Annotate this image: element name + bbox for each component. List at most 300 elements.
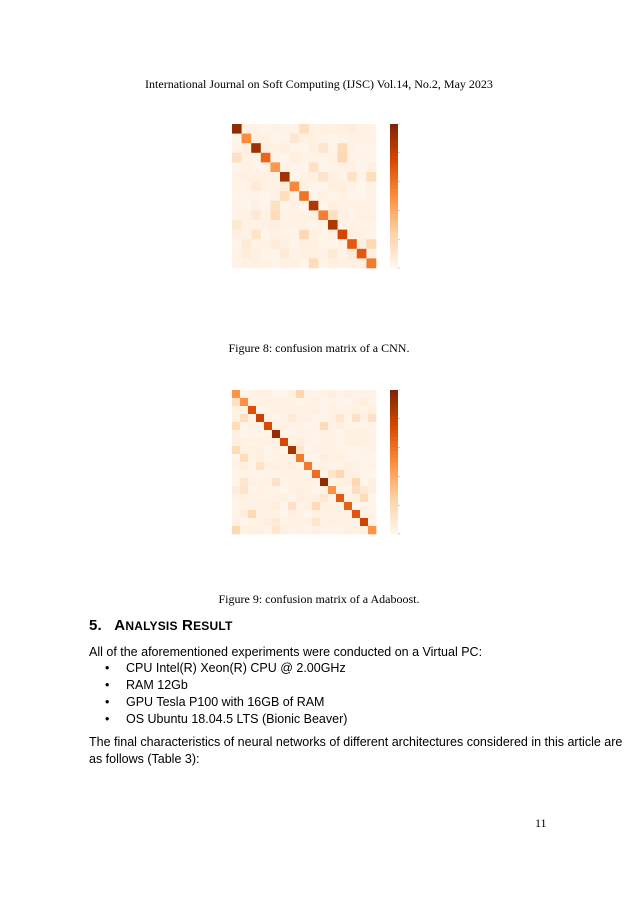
matrix-cell <box>272 398 280 406</box>
matrix-cell <box>347 210 357 220</box>
matrix-cell <box>232 390 240 398</box>
matrix-cell <box>336 486 344 494</box>
matrix-cell <box>318 182 328 192</box>
colorbar-segment <box>390 430 398 434</box>
matrix-cell <box>344 494 352 502</box>
figure-8-caption: Figure 8: confusion matrix of a CNN. <box>228 341 410 355</box>
matrix-cell <box>288 526 296 534</box>
matrix-cell <box>312 462 320 470</box>
matrix-cell <box>328 518 336 526</box>
matrix-cell <box>270 172 280 182</box>
matrix-cell <box>338 201 348 211</box>
matrix-cell <box>352 478 360 486</box>
matrix-cell <box>256 430 264 438</box>
matrix-cell <box>360 486 368 494</box>
colorbar-segment <box>390 502 398 506</box>
matrix-cell <box>312 430 320 438</box>
matrix-cell <box>357 201 367 211</box>
matrix-cell <box>312 406 320 414</box>
matrix-cell <box>366 134 376 144</box>
matrix-cell <box>296 502 304 510</box>
colorbar-segment <box>390 203 398 207</box>
matrix-cell <box>280 201 290 211</box>
matrix-cell <box>304 486 312 494</box>
matrix-cell <box>304 406 312 414</box>
matrix-cell <box>336 510 344 518</box>
matrix-cell <box>304 510 312 518</box>
matrix-cell <box>304 414 312 422</box>
matrix-cell <box>290 201 300 211</box>
matrix-cell <box>299 239 309 249</box>
matrix-cell <box>366 239 376 249</box>
matrix-cell <box>272 502 280 510</box>
matrix-cell <box>251 239 261 249</box>
matrix-cell <box>248 446 256 454</box>
matrix-cell <box>366 220 376 230</box>
matrix-cell <box>248 510 256 518</box>
colorbar-segment <box>390 257 398 261</box>
matrix-cell <box>344 526 352 534</box>
matrix-cell <box>347 143 357 153</box>
matrix-cell <box>352 398 360 406</box>
matrix-cell <box>304 398 312 406</box>
matrix-cell <box>248 502 256 510</box>
matrix-cell <box>320 486 328 494</box>
colorbar-segment <box>390 437 398 441</box>
matrix-cell <box>328 143 338 153</box>
matrix-cell <box>242 201 252 211</box>
matrix-cell <box>318 230 328 240</box>
matrix-cell <box>357 134 367 144</box>
matrix-cell <box>328 502 336 510</box>
matrix-cell <box>288 462 296 470</box>
matrix-cell <box>360 390 368 398</box>
matrix-cell <box>280 220 290 230</box>
matrix-cell <box>357 230 367 240</box>
colorbar-segment <box>390 397 398 401</box>
matrix-cell <box>240 398 248 406</box>
matrix-cell <box>320 446 328 454</box>
matrix-cell <box>261 182 271 192</box>
matrix-cell <box>338 258 348 268</box>
matrix-cell <box>296 446 304 454</box>
section-heading <box>89 617 233 634</box>
list-item-text: GPU Tesla P100 with 16GB of RAM <box>126 695 325 709</box>
matrix-cell <box>272 518 280 526</box>
matrix-cell <box>328 398 336 406</box>
colorbar-segment <box>390 487 398 491</box>
matrix-cell <box>256 462 264 470</box>
colorbar-segment <box>390 484 398 488</box>
matrix-cell <box>328 478 336 486</box>
colorbar-segment <box>390 494 398 498</box>
matrix-cell <box>280 172 290 182</box>
matrix-cell <box>368 470 376 478</box>
matrix-cell <box>347 162 357 172</box>
colorbar-segment <box>390 426 398 430</box>
colorbar-segment <box>390 530 398 534</box>
matrix-cell <box>288 502 296 510</box>
matrix-cell <box>251 124 261 134</box>
matrix-cell <box>251 134 261 144</box>
matrix-cell <box>368 518 376 526</box>
matrix-cell <box>312 470 320 478</box>
matrix-cell <box>256 398 264 406</box>
closing-paragraph-line1: The final characteristics of neural networks of different architectures considered in this article are <box>89 735 623 749</box>
colorbar-segment <box>390 520 398 524</box>
matrix-cell <box>338 143 348 153</box>
matrix-cell <box>304 518 312 526</box>
colorbar-segment <box>390 394 398 398</box>
matrix-cell <box>240 454 248 462</box>
matrix-cell <box>357 258 367 268</box>
matrix-cell <box>352 502 360 510</box>
matrix-cell <box>232 201 242 211</box>
colorbar-segment <box>390 480 398 484</box>
matrix-cell <box>256 510 264 518</box>
matrix-cell <box>366 182 376 192</box>
matrix-cell <box>251 191 261 201</box>
matrix-cell <box>344 438 352 446</box>
matrix-cell <box>296 390 304 398</box>
matrix-cell <box>352 446 360 454</box>
colorbar-segment <box>390 182 398 186</box>
matrix-cell <box>272 390 280 398</box>
colorbar-segment <box>390 415 398 419</box>
matrix-cell <box>288 454 296 462</box>
matrix-cell <box>261 258 271 268</box>
matrix-cell <box>264 446 272 454</box>
matrix-cell <box>280 249 290 259</box>
matrix-cell <box>338 182 348 192</box>
colorbar-segment <box>390 138 398 142</box>
matrix-cell <box>328 526 336 534</box>
matrix-cell <box>312 390 320 398</box>
matrix-cell <box>357 172 367 182</box>
matrix-cell <box>299 182 309 192</box>
matrix-cell <box>288 486 296 494</box>
matrix-cell <box>288 478 296 486</box>
matrix-cell <box>368 438 376 446</box>
matrix-cell <box>296 430 304 438</box>
matrix-cell <box>368 398 376 406</box>
closing-paragraph-line2: as follows (Table 3): <box>89 752 200 766</box>
intro-paragraph: All of the aforementioned experiments were conducted on a Virtual PC: <box>89 645 483 659</box>
matrix-cell <box>256 406 264 414</box>
matrix-cell <box>280 414 288 422</box>
bullet-icon: • <box>105 712 110 726</box>
figure-9-caption: Figure 9: confusion matrix of a Adaboost. <box>218 592 420 606</box>
matrix-cell <box>312 518 320 526</box>
list-item-text: RAM 12Gb <box>126 678 188 692</box>
colorbar-segment <box>390 404 398 408</box>
matrix-cell <box>320 494 328 502</box>
matrix-cell <box>318 124 328 134</box>
matrix-cell <box>360 454 368 462</box>
matrix-cell <box>344 390 352 398</box>
section-title-word2-cap: R <box>182 617 194 634</box>
matrix-cell <box>366 210 376 220</box>
matrix-cell <box>366 172 376 182</box>
matrix-cell <box>347 134 357 144</box>
matrix-cell <box>357 239 367 249</box>
matrix-cell <box>360 406 368 414</box>
matrix-cell <box>280 430 288 438</box>
matrix-cell <box>309 182 319 192</box>
matrix-cell <box>296 438 304 446</box>
matrix-cell <box>336 406 344 414</box>
matrix-cell <box>309 210 319 220</box>
section-title-word2-rest: ESULT <box>193 619 233 633</box>
matrix-cell <box>232 446 240 454</box>
matrix-cell <box>280 454 288 462</box>
matrix-cell <box>328 486 336 494</box>
matrix-cell <box>368 430 376 438</box>
matrix-cell <box>344 502 352 510</box>
colorbar-segment <box>390 185 398 189</box>
colorbar-segment <box>390 174 398 178</box>
matrix-cell <box>309 191 319 201</box>
matrix-cell <box>328 462 336 470</box>
matrix-cell <box>328 162 338 172</box>
matrix-cell <box>368 406 376 414</box>
matrix-cell <box>270 162 280 172</box>
matrix-cell <box>288 390 296 398</box>
matrix-cell <box>270 220 280 230</box>
colorbar-segment <box>390 196 398 200</box>
colorbar-segment <box>390 466 398 470</box>
matrix-cell <box>352 406 360 414</box>
matrix-cell <box>312 398 320 406</box>
matrix-cell <box>288 398 296 406</box>
matrix-cell <box>328 258 338 268</box>
matrix-cell <box>290 230 300 240</box>
matrix-cell <box>347 230 357 240</box>
colorbar-segment <box>390 146 398 150</box>
matrix-cell <box>344 422 352 430</box>
matrix-cell <box>290 162 300 172</box>
colorbar-segment <box>390 214 398 218</box>
colorbar-segment <box>390 412 398 416</box>
colorbar-segment <box>390 509 398 513</box>
list-item <box>105 694 347 711</box>
matrix-cell <box>344 486 352 494</box>
matrix-cell <box>248 454 256 462</box>
colorbar-segment <box>390 207 398 211</box>
matrix-cell <box>347 172 357 182</box>
matrix-cell <box>232 494 240 502</box>
matrix-cell <box>296 454 304 462</box>
colorbar-segment <box>390 419 398 423</box>
matrix-cell <box>312 502 320 510</box>
matrix-cell <box>261 143 271 153</box>
matrix-cell <box>288 494 296 502</box>
matrix-cell <box>272 478 280 486</box>
matrix-cell <box>232 162 242 172</box>
matrix-cell <box>352 518 360 526</box>
matrix-cell <box>256 422 264 430</box>
matrix-cell <box>299 172 309 182</box>
matrix-cell <box>328 422 336 430</box>
matrix-cell <box>347 124 357 134</box>
matrix-cell <box>280 398 288 406</box>
matrix-cell <box>251 201 261 211</box>
matrix-cell <box>232 182 242 192</box>
matrix-cell <box>366 162 376 172</box>
matrix-cell <box>232 258 242 268</box>
colorbar-segment <box>390 512 398 516</box>
matrix-cell <box>309 143 319 153</box>
matrix-cell <box>299 134 309 144</box>
matrix-cell <box>352 462 360 470</box>
matrix-cell <box>368 478 376 486</box>
matrix-cell <box>280 462 288 470</box>
matrix-cell <box>360 510 368 518</box>
matrix-cell <box>347 239 357 249</box>
matrix-cell <box>264 494 272 502</box>
matrix-cell <box>328 210 338 220</box>
matrix-cell <box>299 162 309 172</box>
matrix-cell <box>240 406 248 414</box>
matrix-cell <box>240 486 248 494</box>
matrix-cell <box>368 526 376 534</box>
matrix-cell <box>256 446 264 454</box>
colorbar-segment <box>390 124 398 128</box>
colorbar-segment <box>390 261 398 265</box>
matrix-cell <box>347 258 357 268</box>
matrix-cell <box>251 172 261 182</box>
matrix-cell <box>272 430 280 438</box>
matrix-cell <box>261 153 271 163</box>
colorbar-segment <box>390 189 398 193</box>
matrix-cell <box>256 486 264 494</box>
colorbar-segment <box>390 455 398 459</box>
list-item-text: CPU Intel(R) Xeon(R) CPU @ 2.00GHz <box>126 661 346 675</box>
matrix-cell <box>304 446 312 454</box>
matrix-cell <box>272 494 280 502</box>
matrix-cell <box>280 422 288 430</box>
matrix-cell <box>357 143 367 153</box>
list-item <box>105 660 347 677</box>
matrix-cell <box>320 502 328 510</box>
matrix-cell <box>296 406 304 414</box>
matrix-cell <box>261 249 271 259</box>
matrix-cell <box>299 143 309 153</box>
matrix-cell <box>240 478 248 486</box>
matrix-cell <box>270 134 280 144</box>
matrix-cell <box>312 510 320 518</box>
matrix-cell <box>290 210 300 220</box>
matrix-cell <box>318 153 328 163</box>
matrix-cell <box>318 258 328 268</box>
matrix-cell <box>232 430 240 438</box>
matrix-cell <box>309 172 319 182</box>
matrix-cell <box>261 134 271 144</box>
matrix-cell <box>280 526 288 534</box>
matrix-cell <box>304 494 312 502</box>
matrix-cell <box>251 220 261 230</box>
matrix-cell <box>270 249 280 259</box>
matrix-cell <box>368 454 376 462</box>
matrix-cell <box>240 438 248 446</box>
matrix-cell <box>270 143 280 153</box>
matrix-cell <box>272 406 280 414</box>
matrix-cell <box>242 258 252 268</box>
colorbar-segment <box>390 462 398 466</box>
matrix-cell <box>366 249 376 259</box>
matrix-cell <box>328 406 336 414</box>
matrix-cell <box>352 486 360 494</box>
matrix-cell <box>352 422 360 430</box>
matrix-cell <box>256 390 264 398</box>
matrix-cell <box>368 462 376 470</box>
matrix-cell <box>240 422 248 430</box>
matrix-cell <box>357 182 367 192</box>
matrix-cell <box>352 430 360 438</box>
matrix-cell <box>328 191 338 201</box>
matrix-cell <box>328 201 338 211</box>
matrix-cell <box>256 502 264 510</box>
matrix-cell <box>320 390 328 398</box>
matrix-cell <box>352 470 360 478</box>
matrix-cell <box>344 470 352 478</box>
matrix-cell <box>270 239 280 249</box>
matrix-cell <box>318 172 328 182</box>
matrix-cell <box>338 249 348 259</box>
matrix-cell <box>360 502 368 510</box>
matrix-cell <box>320 438 328 446</box>
matrix-cell <box>352 494 360 502</box>
matrix-cell <box>280 143 290 153</box>
colorbar-segment <box>390 164 398 168</box>
matrix-cell <box>288 438 296 446</box>
matrix-cell <box>299 191 309 201</box>
matrix-cell <box>261 201 271 211</box>
matrix-cell <box>264 470 272 478</box>
matrix-cell <box>304 390 312 398</box>
matrix-cell <box>299 153 309 163</box>
colorbar-segment <box>390 401 398 405</box>
matrix-cell <box>328 220 338 230</box>
matrix-cell <box>240 390 248 398</box>
matrix-cell <box>240 494 248 502</box>
matrix-cell <box>280 446 288 454</box>
matrix-cell <box>280 258 290 268</box>
matrix-cell <box>328 446 336 454</box>
matrix-cell <box>352 510 360 518</box>
matrix-cell <box>336 430 344 438</box>
matrix-cell <box>232 406 240 414</box>
matrix-cell <box>336 502 344 510</box>
matrix-cell <box>232 191 242 201</box>
matrix-cell <box>344 446 352 454</box>
matrix-cell <box>320 478 328 486</box>
matrix-cell <box>360 414 368 422</box>
matrix-cell <box>251 249 261 259</box>
matrix-cell <box>290 182 300 192</box>
matrix-cell <box>232 134 242 144</box>
colorbar-segment <box>390 142 398 146</box>
matrix-cell <box>296 510 304 518</box>
matrix-cell <box>232 478 240 486</box>
matrix-cell <box>368 494 376 502</box>
matrix-cell <box>256 438 264 446</box>
colorbar-segment <box>390 527 398 531</box>
matrix-cell <box>288 518 296 526</box>
matrix-cell <box>232 210 242 220</box>
matrix-cell <box>242 249 252 259</box>
hardware-list <box>105 660 347 728</box>
